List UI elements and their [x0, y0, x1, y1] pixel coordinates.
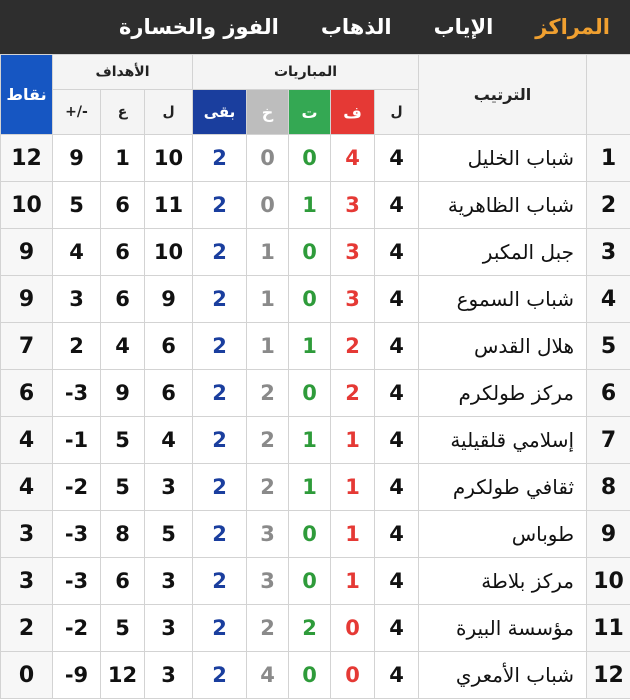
goals-for-header: ل — [145, 90, 193, 135]
goals-for-cell: 5 — [145, 511, 193, 558]
team-name[interactable]: شباب الظاهرية — [419, 182, 587, 229]
goals-group-header: الأهداف — [53, 55, 193, 90]
lost-header: خ — [247, 90, 289, 135]
goal-diff-cell: -3 — [53, 558, 101, 605]
goal-diff-cell: -3 — [53, 511, 101, 558]
table-row[interactable] — [1, 182, 630, 229]
tab-second-leg[interactable]: الإياب — [433, 15, 494, 39]
table-row[interactable] — [1, 511, 630, 558]
row-position: 6 — [587, 370, 630, 417]
team-name[interactable]: شباب السموع — [419, 276, 587, 323]
draw-cell: 1 — [289, 323, 331, 370]
draw-cell: 0 — [289, 558, 331, 605]
played-cell: 4 — [375, 135, 419, 182]
goal-diff-cell: 3 — [53, 276, 101, 323]
tab-standings[interactable]: المراكز — [535, 15, 610, 39]
won-cell: 0 — [331, 605, 375, 652]
goal-diff-cell: 5 — [53, 182, 101, 229]
lost-cell: 3 — [247, 558, 289, 605]
table-row[interactable] — [1, 276, 630, 323]
goals-against-cell: 12 — [101, 652, 145, 699]
table-row[interactable] — [1, 370, 630, 417]
row-position: 8 — [587, 464, 630, 511]
goals-for-cell: 6 — [145, 370, 193, 417]
lost-cell: 1 — [247, 229, 289, 276]
draw-cell: 0 — [289, 229, 331, 276]
points-cell: 9 — [1, 229, 53, 276]
table-row[interactable] — [1, 464, 630, 511]
played-cell: 4 — [375, 417, 419, 464]
points-header: نقاط — [1, 55, 53, 135]
played-cell: 4 — [375, 464, 419, 511]
played-cell: 4 — [375, 558, 419, 605]
won-cell: 1 — [331, 558, 375, 605]
won-header: ف — [331, 90, 375, 135]
table-row[interactable] — [1, 558, 630, 605]
goal-diff-cell: 9 — [53, 135, 101, 182]
draw-cell: 1 — [289, 417, 331, 464]
matches-group-header: المباريات — [193, 55, 419, 90]
draw-header: ت — [289, 90, 331, 135]
goals-for-cell: 4 — [145, 417, 193, 464]
draw-cell: 0 — [289, 511, 331, 558]
goals-for-cell: 11 — [145, 182, 193, 229]
played-cell: 4 — [375, 511, 419, 558]
lost-cell: 4 — [247, 652, 289, 699]
table-row[interactable] — [1, 652, 630, 699]
team-name[interactable]: مركز بلاطة — [419, 558, 587, 605]
table-row[interactable] — [1, 323, 630, 370]
draw-cell: 0 — [289, 276, 331, 323]
played-header: ل — [375, 90, 419, 135]
won-cell: 1 — [331, 417, 375, 464]
won-cell: 0 — [331, 652, 375, 699]
table-row[interactable] — [1, 229, 630, 276]
goals-for-cell: 10 — [145, 229, 193, 276]
draw-cell: 0 — [289, 370, 331, 417]
lost-cell: 0 — [247, 135, 289, 182]
row-position: 3 — [587, 229, 630, 276]
played-cell: 4 — [375, 229, 419, 276]
goals-for-cell: 9 — [145, 276, 193, 323]
lost-cell: 1 — [247, 276, 289, 323]
remaining-cell: 2 — [193, 229, 247, 276]
goals-against-cell: 1 — [101, 135, 145, 182]
team-name[interactable]: جبل المكبر — [419, 229, 587, 276]
points-cell: 9 — [1, 276, 53, 323]
played-cell: 4 — [375, 605, 419, 652]
remaining-cell: 2 — [193, 652, 247, 699]
draw-cell: 2 — [289, 605, 331, 652]
row-position: 11 — [587, 605, 630, 652]
points-cell: 3 — [1, 511, 53, 558]
played-cell: 4 — [375, 276, 419, 323]
goals-against-cell: 6 — [101, 558, 145, 605]
goal-diff-cell: -2 — [53, 464, 101, 511]
tab-first-leg[interactable]: الذهاب — [320, 15, 392, 39]
lost-cell: 1 — [247, 323, 289, 370]
goals-for-cell: 10 — [145, 135, 193, 182]
goals-against-cell: 6 — [101, 276, 145, 323]
remaining-cell: 2 — [193, 276, 247, 323]
draw-cell: 0 — [289, 652, 331, 699]
remaining-cell: 2 — [193, 182, 247, 229]
goals-against-cell: 5 — [101, 605, 145, 652]
points-cell: 6 — [1, 370, 53, 417]
lost-cell: 2 — [247, 370, 289, 417]
won-cell: 3 — [331, 229, 375, 276]
team-name[interactable]: مؤسسة البيرة — [419, 605, 587, 652]
goals-for-cell: 3 — [145, 558, 193, 605]
lost-cell: 2 — [247, 417, 289, 464]
remaining-cell: 2 — [193, 135, 247, 182]
points-cell: 12 — [1, 135, 53, 182]
goals-against-cell: 6 — [101, 229, 145, 276]
remaining-cell: 2 — [193, 417, 247, 464]
points-cell: 4 — [1, 417, 53, 464]
remaining-header: بقى — [193, 90, 247, 135]
played-cell: 4 — [375, 370, 419, 417]
goal-diff-header: +/- — [53, 90, 101, 135]
points-cell: 0 — [1, 652, 53, 699]
played-cell: 4 — [375, 182, 419, 229]
remaining-cell: 2 — [193, 558, 247, 605]
goals-against-cell: 5 — [101, 464, 145, 511]
remaining-cell: 2 — [193, 511, 247, 558]
points-cell: 4 — [1, 464, 53, 511]
standings-table — [0, 54, 630, 699]
lost-cell: 2 — [247, 464, 289, 511]
played-cell: 4 — [375, 652, 419, 699]
goals-against-header: ع — [101, 90, 145, 135]
remaining-cell: 2 — [193, 323, 247, 370]
points-cell: 2 — [1, 605, 53, 652]
row-position: 2 — [587, 182, 630, 229]
team-name[interactable]: إسلامي قلقيلية — [419, 417, 587, 464]
goals-for-cell: 6 — [145, 323, 193, 370]
goal-diff-cell: -9 — [53, 652, 101, 699]
goal-diff-cell: -2 — [53, 605, 101, 652]
goal-diff-cell: 2 — [53, 323, 101, 370]
won-cell: 4 — [331, 135, 375, 182]
team-name[interactable]: هلال القدس — [419, 323, 587, 370]
team-name[interactable]: مركز طولكرم — [419, 370, 587, 417]
points-cell: 7 — [1, 323, 53, 370]
team-name[interactable]: ثقافي طولكرم — [419, 464, 587, 511]
lost-cell: 2 — [247, 605, 289, 652]
team-name[interactable]: شباب الخليل — [419, 135, 587, 182]
won-cell: 3 — [331, 182, 375, 229]
row-position: 10 — [587, 558, 630, 605]
draw-cell: 0 — [289, 135, 331, 182]
table-row[interactable] — [1, 135, 630, 182]
goals-against-cell: 9 — [101, 370, 145, 417]
goal-diff-cell: 4 — [53, 229, 101, 276]
table-row[interactable] — [1, 605, 630, 652]
draw-cell: 1 — [289, 464, 331, 511]
row-position: 5 — [587, 323, 630, 370]
row-position: 7 — [587, 417, 630, 464]
rank-header: الترتيب — [419, 55, 587, 135]
goals-for-cell: 3 — [145, 464, 193, 511]
won-cell: 1 — [331, 464, 375, 511]
row-position: 1 — [587, 135, 630, 182]
goal-diff-cell: -3 — [53, 370, 101, 417]
draw-cell: 1 — [289, 182, 331, 229]
row-position: 9 — [587, 511, 630, 558]
row-position: 12 — [587, 652, 630, 699]
goals-for-cell: 3 — [145, 652, 193, 699]
table-row[interactable] — [1, 417, 630, 464]
remaining-cell: 2 — [193, 605, 247, 652]
played-cell: 4 — [375, 323, 419, 370]
team-name[interactable]: شباب الأمعري — [419, 652, 587, 699]
goals-against-cell: 8 — [101, 511, 145, 558]
standings-tab-bar — [0, 0, 630, 54]
tab-win-loss[interactable]: الفوز والخسارة — [119, 15, 279, 39]
goals-for-cell: 3 — [145, 605, 193, 652]
goal-diff-cell: -1 — [53, 417, 101, 464]
goals-against-cell: 5 — [101, 417, 145, 464]
points-cell: 3 — [1, 558, 53, 605]
team-name[interactable]: طوباس — [419, 511, 587, 558]
lost-cell: 0 — [247, 182, 289, 229]
standings-body — [1, 135, 630, 699]
goals-against-cell: 4 — [101, 323, 145, 370]
rank-position-header — [587, 55, 630, 135]
remaining-cell: 2 — [193, 370, 247, 417]
goals-against-cell: 6 — [101, 182, 145, 229]
won-cell: 2 — [331, 323, 375, 370]
remaining-cell: 2 — [193, 464, 247, 511]
row-position: 4 — [587, 276, 630, 323]
won-cell: 1 — [331, 511, 375, 558]
lost-cell: 3 — [247, 511, 289, 558]
won-cell: 3 — [331, 276, 375, 323]
won-cell: 2 — [331, 370, 375, 417]
points-cell: 10 — [1, 182, 53, 229]
